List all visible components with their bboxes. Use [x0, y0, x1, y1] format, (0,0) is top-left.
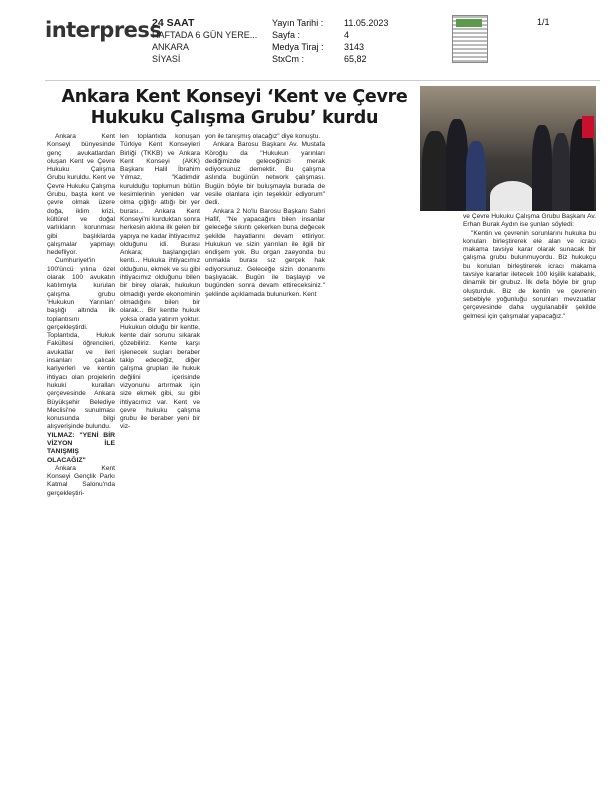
- article-column-3: [205, 133, 325, 299]
- photo-person: [532, 125, 552, 211]
- field-value: 65,82: [344, 54, 367, 64]
- article-clipping: [45, 80, 600, 497]
- logo: [45, 18, 161, 42]
- article-column-2: [120, 133, 200, 432]
- article-photo: [420, 86, 596, 211]
- field-row: [272, 53, 388, 65]
- publication-fields: [272, 17, 388, 65]
- article-paragraph: Ankara Barosu Başkanı Av. Mustafa Köroğlu da "Hukukun yarınları dediğimizde geleceğinizi merak ediyorsunuz demektir. Bu çalışma aslında bugünün network çalışması. Bugün böyle bir buluşmayla burada de vesile olanlara için teşekkür ediyorum" dedi.: [205, 141, 325, 207]
- photo-person: [422, 131, 448, 211]
- article-paragraph: "Kentin ve çevrenin sorunlarını hukuka bu konuları birleştirerek ele alan ve icracı makama tavsiye karar olarak sunacak bir çalışma grubu bulunmuyordu. Biz hukukçu bu konuları birleştirerek icracı makama tavsiye kararlar iletecek 100 kişilik kalabalık, dinamik bir grubuz. İlk defa böyle bir grup oluşturduk. Biz de kentin ve çevrenin sebebiyle yoğunluğu sorunları mevzuatlar çerçevesinde daha uygulanabilir şekilde gelmesi için çalışmalar yapacağız.": [463, 229, 596, 320]
- article-paragraph: Ankara Kent Konseyi bünyesinde genç avukatlardan oluşan Kent ve Çevre Hukuku Çalışma Grubu kuruldu. Kent ve Çevre Hukuku Çalışma Grubu, başta kent ve çevre olmak üzere doğa, iklim krizi, kültürel ve doğal varlıkların korunması gibi başlıklarda çalışmalar yapmayı hedefliyor.: [47, 133, 115, 257]
- headline-line-1: Ankara Kent Konseyi ‘Kent ve Çevre: [61, 87, 408, 107]
- thumbnail-masthead: [456, 19, 482, 27]
- headline-line-2: Hukuku Çalışma Grubu’ kurdu: [90, 108, 379, 128]
- page-thumbnail[interactable]: [452, 15, 488, 63]
- publication-frequency: HAFTADA 6 GÜN YERE...: [152, 30, 258, 40]
- field-label: Medya Tiraj :: [272, 42, 324, 52]
- field-value: 4: [344, 30, 350, 40]
- photo-table: [490, 181, 535, 211]
- article-paragraph: len toplantıda konuşan Türkiye Kent Konseyleri Birliği (TKKB) ve Ankara Kent Konseyi (AKK) Başkanı Halil İbrahim Yılmaz, "Kadimdir kurulduğu toplumun bütün kesimlerinin yeniden var olma çığlığı attığı bir yer burası... Ankara Kent Konseyi'ni kurduktan sonra herkesin aklına ilk gelen bir yapıya ne kadar ihtiyacımız olduğunu idi. Burası Ankara; başlangıçları kenti... Hukuka ihtiyacımız olduğunu, ekmek ve su gibi ihtiyacımız olduğunu bilen bir birey olarak, hukukun olmadığı yerde ekonominin olmadığını bilen bir olarak... Bir kentte hukuk yoksa orada yatırım yoktur. Hukukun olduğu bir kentte, kente dair sorunu sıkarak çözebiliriz. Kente karşı işlenecek suçları beraber takip edeceğiz, diğer çalışma grupları ile hukuk değilini içerisinde vizyonunu artırmak için size ekmek gibi, su gibi ihtiyacımız var. Kent ve çevre hukuku çalışma grubu ile beraber yeni bir viz-: [120, 133, 200, 431]
- article-headline: [47, 87, 422, 129]
- article-column-4: [463, 213, 596, 321]
- field-value: 3143: [344, 42, 365, 52]
- publication-city: ANKARA: [152, 42, 190, 52]
- article-subheading: YILMAZ: "YENİ BİR VİZYON İLE TANIŞMIŞ OLACAĞIZ": [47, 431, 115, 464]
- article-paragraph: ve Çevre Hukuku Çalışma Grubu Başkanı Av. Erhan Burak Aydın ise şunları söyledi:: [463, 213, 596, 229]
- article-paragraph: Ankara Kent Konseyi Gençlik Parkı Katmal Salonu'nda gerçekleştiri-: [47, 464, 115, 497]
- photo-flag: [582, 116, 594, 138]
- publication-name: 24 SAAT: [152, 17, 195, 29]
- photo-person: [466, 141, 486, 211]
- article-paragraph: Cumhuriyet'in 100'üncü yılına özel olarak 100 avukatın katılımıyla kurulan çalışma grubu 'Hukukun Yarınları' başlığı altında ilk toplantısını gerçekleştirdi. Toplantıda, Hukuk Fakültesi öğrencileri, avukatlar ve ileri insanları çalıcak kariyerleri ve kentin ihtiyacı olan projelerin hukuki kuralları çerçevesinde Ankara Büyükşehir Belediye Meclisi'ne sunulması konusunda bilgi alışverişinde bulundu.: [47, 257, 115, 431]
- field-label: Sayfa :: [272, 30, 301, 40]
- logo-text: interpress: [45, 18, 162, 42]
- article-column-1: [47, 133, 115, 498]
- article-paragraph: yon ile tanışmış olacağız" diye konuştu.: [205, 133, 321, 140]
- field-row: [272, 17, 388, 29]
- field-label: Yayın Tarihi :: [272, 18, 324, 28]
- page-counter: 1/1: [537, 17, 550, 27]
- article-paragraph: Ankara 2 No'lu Barosu Başkanı Sabri Hafif, "Ne yapacağını bilen insanlar geleceğe sıkıntı çekerken buna değecek şekilde hayatlarını devam ettiriyor. Hukukun ve sizin yarınları ile ilgili bir endişem yok. Bu organ zaeyonda bu unmakla burası sız gerçek hak ediyorsunuz. Geleceğe sizin donanımı başlıyacak. Bugün ile başlayıp ve bugünden sonra devam ettireceksiniz." şeklinde açıklamada bulunurken. Kent: [205, 207, 325, 298]
- field-label: StxCm :: [272, 54, 305, 64]
- publication-category: SİYASİ: [152, 54, 181, 64]
- field-row: [272, 29, 388, 41]
- publication-info: [152, 17, 257, 65]
- photo-person: [552, 133, 570, 211]
- photo-person: [446, 119, 468, 211]
- field-value: 11.05.2023: [344, 18, 389, 28]
- field-row: [272, 41, 388, 53]
